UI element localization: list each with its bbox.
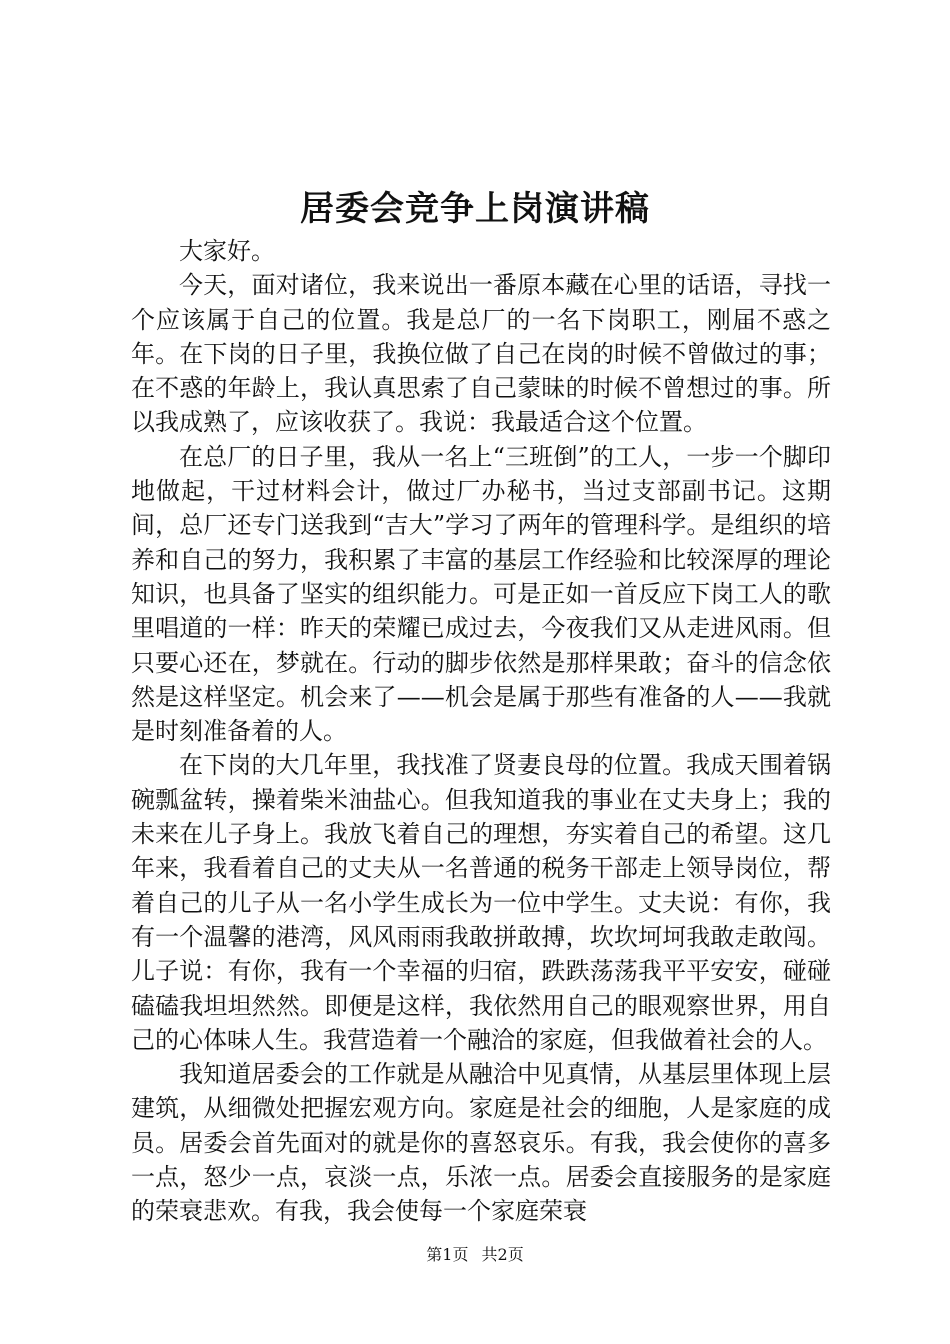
document-title: 居委会竞争上岗演讲稿 [300,189,650,229]
paragraph-committee-work: 我知道居委会的工作就是从融洽中见真情，从基层里体现上层建筑，从细微处把握宏观方向。家庭是社会的细胞，人是家庭的成员。居委会首先面对的就是你的喜怒哀乐。有我，我会使你的喜多一点，怒少一点，哀淡一点，乐浓一点。居委会直接服务的是家庭的荣衰悲欢。有我，我会使每一个家庭荣衰 [131,1060,831,1226]
page-footer [0,1244,950,1266]
page-total: 共2页 [481,1245,524,1264]
page-number: 第1页 [426,1245,469,1264]
paragraph-family-life: 在下岗的大几年里，我找准了贤妻良母的位置。我成天围着锅碗瓢盆转，操着柴米油盐心。但我知道我的事业在丈夫身上；我的未来在儿子身上。我放飞着自己的理想，夯实着自己的希望。这几年来，我看着自己的丈夫从一名普通的税务干部走上领导岗位，帮着自己的儿子从一名小学生成长为一位中学生。丈夫说：有你，我有一个温馨的港湾，风风雨雨我敢拼敢搏，坎坎坷坷我敢走敢闯。儿子说：有你，我有一个幸福的归宿，跌跌荡荡我平平安安，碰碰磕磕我坦坦然然。即便是这样，我依然用自己的眼观察世界，用自己的心体味人生。我营造着一个融洽的家庭，但我做着社会的人。 [131,751,831,1054]
document-body [131,234,831,1229]
paragraph-introduction: 今天，面对诸位，我来说出一番原本藏在心里的话语，寻找一个应该属于自己的位置。我是总厂的一名下岗职工，刚届不惑之年。在下岗的日子里，我换位做了自己在岗的时候不曾做过的事；在不惑的年龄上，我认真思索了自己蒙昧的时候不曾想过的事。所以我成熟了，应该收获了。我说：我最适合这个位置。 [131,271,831,437]
paragraph-greeting: 大家好。 [179,237,275,265]
paragraph-factory-experience: 在总厂的日子里，我从一名上“三班倒”的工人，一步一个脚印地做起，干过材料会计，做过厂办秘书，当过支部副书记。这期间，总厂还专门送我到“吉大”学习了两年的管理科学。是组织的培养和自己的努力，我积累了丰富的基层工作经验和比较深厚的理论知识，也具备了坚实的组织能力。可是正如一首反应下岗工人的歌里唱道的一样：昨天的荣耀已成过去，今夜我们又从走进风雨。但只要心还在，梦就在。行动的脚步依然是那样果敢；奋斗的信念依然是这样坚定。机会来了——机会是属于那些有准备的人——我就是时刻准备着的人。 [131,442,831,746]
